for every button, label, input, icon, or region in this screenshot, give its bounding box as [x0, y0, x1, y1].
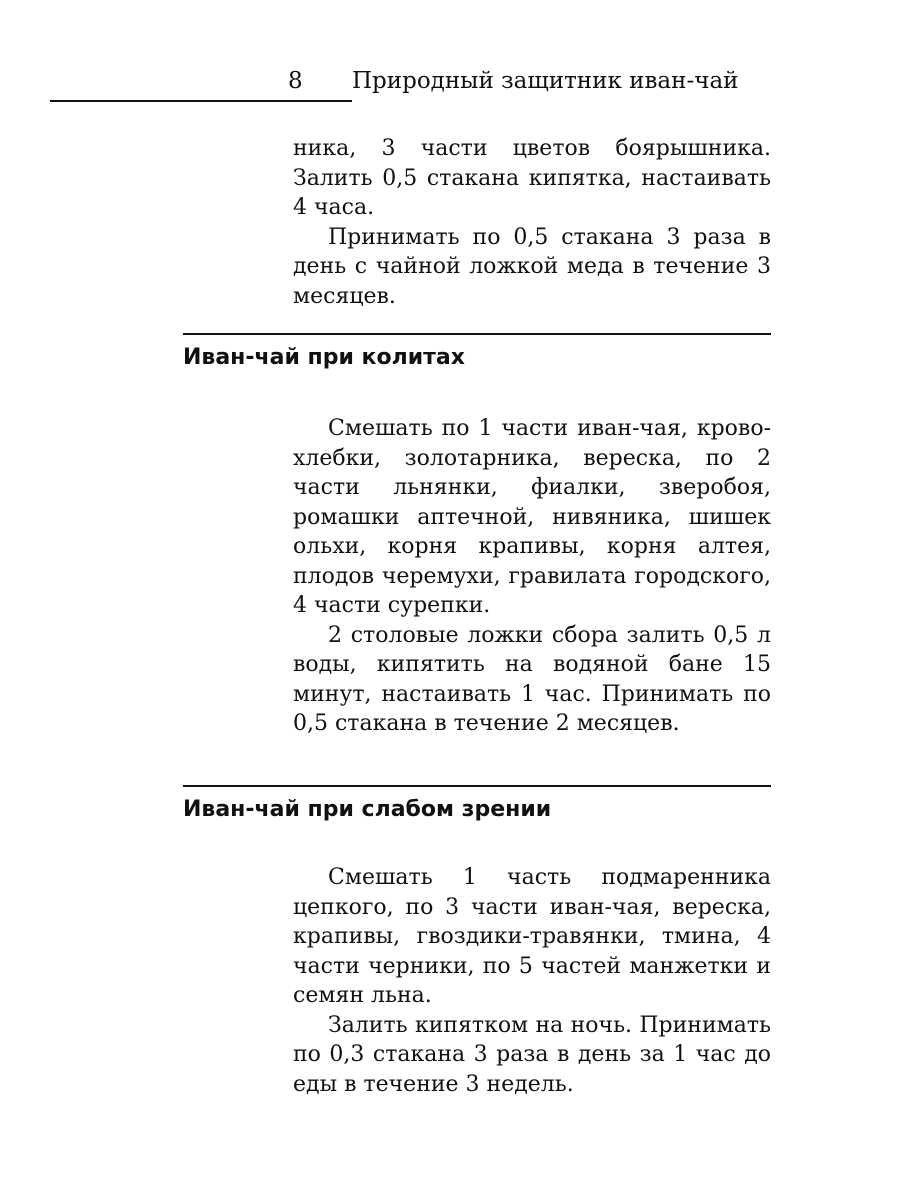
intro-paragraph-2: Принимать по 0,5 стакана 3 раза в день с чайной ложкой меда в течение 3 месяцев.	[293, 224, 771, 309]
colitis-paragraph-1: Смешать по 1 части иван-чая, кровохлебки, золотарника, вереска, по 2 части льнянки, фиалки, зверобоя, ромашки аптечной, нивяника, шишек ольхи, корня крапивы, корня алтея, плодов черемухи, гравилата городского, 4 части сурепки.	[293, 416, 771, 618]
colitis-paragraph-2: 2 столовые ложки сбора залить 0,5 л воды, кипятить на водяной бане 15 минут, настаивать 1 час. Принимать по 0,5 стакана в течение 2 месяцев.	[293, 622, 771, 736]
intro-text	[293, 134, 771, 311]
running-title: Природный защитник иван-чай	[352, 68, 739, 94]
section-text-weak-vision	[293, 863, 771, 1099]
weak-vision-paragraph-2: Залить кипятком на ночь. Принимать по 0,3 стакана 3 раза в день за 1 час до еды в течение 3 недель.	[293, 1012, 771, 1097]
header-rule	[50, 100, 352, 102]
section-text-colitis	[293, 414, 771, 739]
intro-paragraph-1: ника, 3 части цветов боярышника. Залить 0,5 стакана кипятка, настаивать 4 часа.	[293, 136, 771, 220]
section-heading-weak-vision: Иван-чай при слабом зрении	[183, 797, 552, 822]
running-head	[0, 66, 900, 98]
page-number: 8	[288, 68, 303, 94]
section-heading-colitis: Иван-чай при колитах	[183, 345, 465, 370]
section-rule-colitis	[183, 333, 771, 335]
section-rule-weak-vision	[183, 785, 771, 787]
weak-vision-paragraph-1: Смешать 1 часть подмаренника цепкого, по 3 части иван-чая, вереска, крапивы, гвоздики-травянки, тмина, 4 части черники, по 5 частей манжетки и семян льна.	[293, 865, 771, 1008]
